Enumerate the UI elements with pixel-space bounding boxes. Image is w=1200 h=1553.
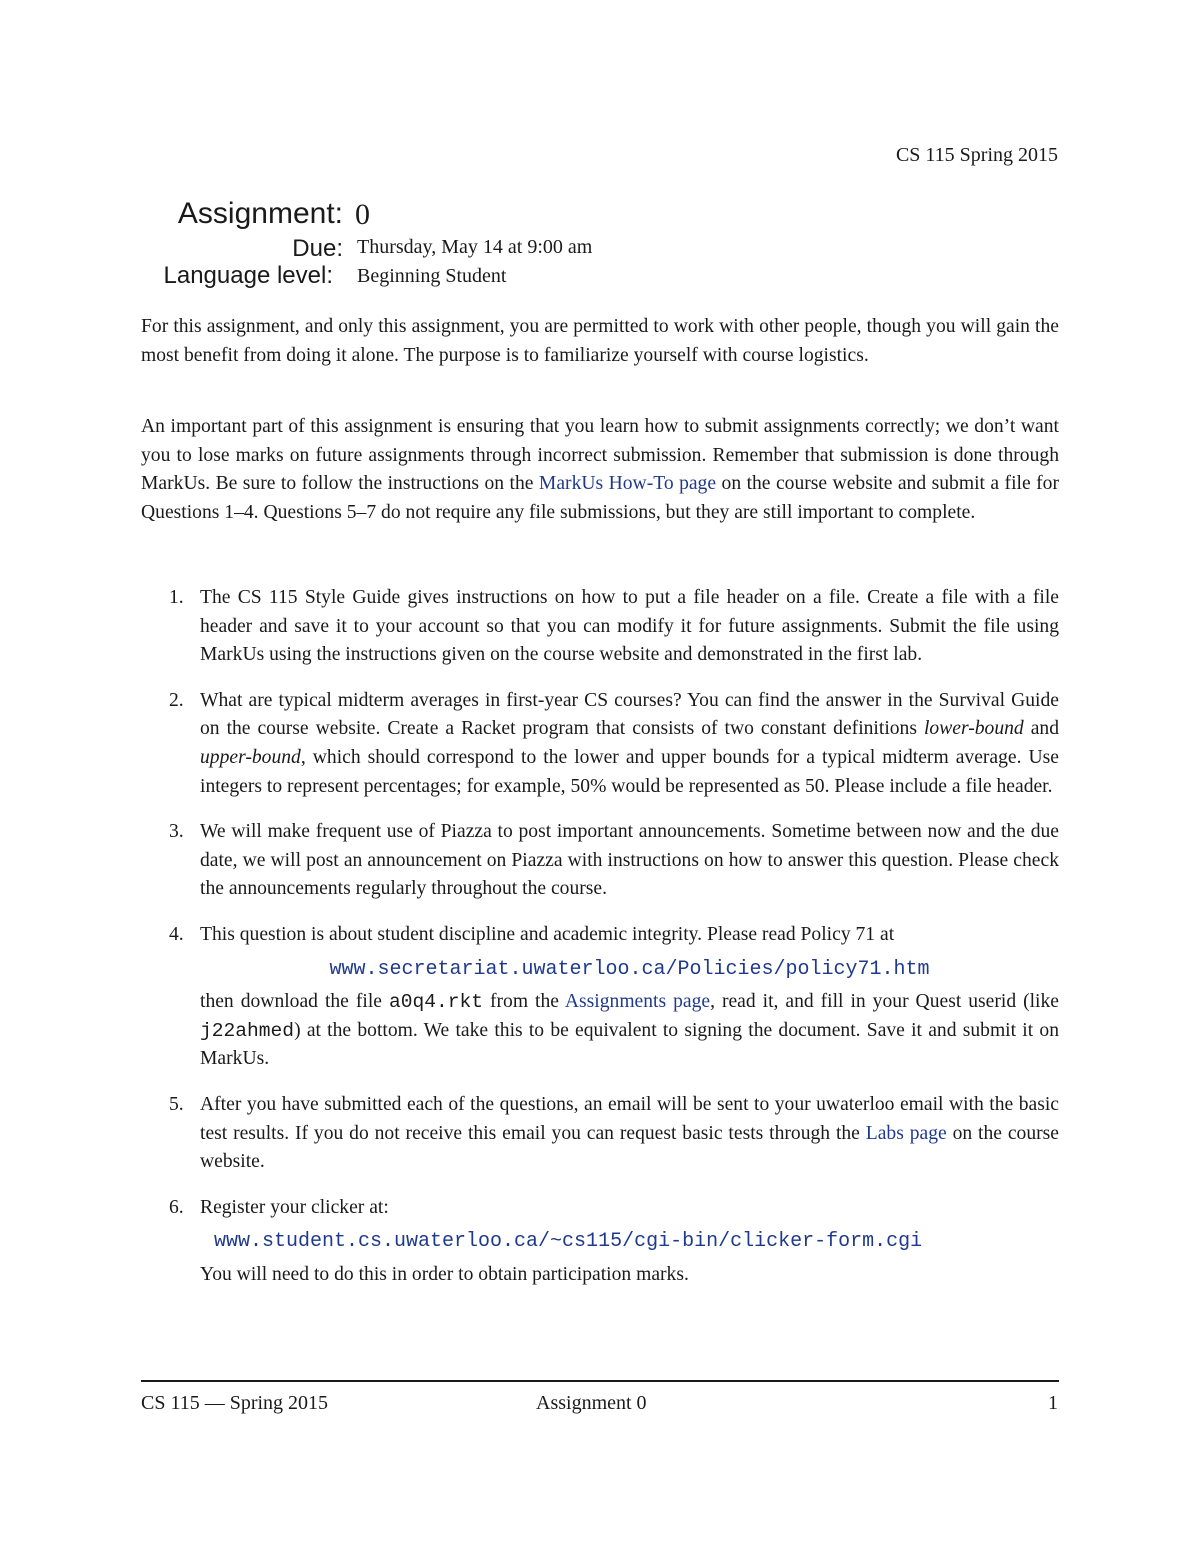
labs-page-link[interactable]: Labs page [865, 1122, 947, 1144]
page-number: 1 [1048, 1392, 1058, 1414]
question-text: We will make frequent use of Piazza to post important announcements. Sometime between now and the due date, we will post an announcement on Piazza with instructions on how to answer this question. Please check the announcements regularly throughout the course. [200, 821, 1059, 900]
question-text-d: , read it, and fill in your Quest userid (like [710, 991, 1059, 1013]
question-text-b: then download the file [200, 991, 389, 1013]
question-1 [141, 584, 1059, 670]
question-text-c: from the [483, 991, 565, 1013]
question-text: The CS 115 Style Guide gives instructions on how to put a file header on a file. Create a file with a file header and save it to your account so that you can modify it for future assignments. Submit the file using MarkUs using the instructions given on the course website and demonstrated in the first lab. [200, 587, 1059, 666]
question-text-b: on the course website. [200, 1122, 1059, 1173]
question-text-a: After you have submitted each of the questions, an email will be sent to your uwaterloo email with the basic test results. If you do not receive this email you can request basic tests through the [200, 1093, 1059, 1144]
assignment-label: Assignment: [177, 197, 343, 230]
due-date: Thursday, May 14 at 9:00 am [357, 236, 593, 258]
intro-paragraph-1: For this assignment, and only this assignment, you are permitted to work with other people, though you will gain the most benefit from doing it alone. The purpose is to familiarize yourself with course logistics. [141, 316, 1059, 366]
question-number: 4. [169, 923, 184, 945]
question-text-and: and [1023, 718, 1059, 740]
footer-assignment: Assignment 0 [536, 1392, 647, 1414]
question-text-a: This question is about student discipline and academic integrity. Please read Policy 71 at [200, 923, 895, 945]
question-number: 5. [169, 1093, 184, 1115]
assignments-page-link[interactable]: Assignments page [564, 991, 711, 1013]
intro-paragraph-2 [141, 413, 1059, 527]
question-list [141, 584, 1059, 1306]
upper-bound-term: upper-bound [200, 746, 301, 768]
clicker-form-url-link[interactable]: www.student.cs.uwaterloo.ca/~cs115/cgi-bin/clicker-form.cgi [214, 1230, 923, 1254]
question-4-body [200, 988, 1059, 1074]
markus-howto-link[interactable]: MarkUs How-To page [538, 473, 717, 495]
question-text-a: What are typical midterm averages in first-year CS courses? You can find the answer in the Survival Guide on the course website. Create a Racket program that consists of two constant definitions [200, 689, 1059, 740]
question-number: 1. [169, 587, 184, 608]
lower-bound-term: lower-bound [923, 718, 1024, 740]
question-number: 2. [169, 689, 184, 711]
policy71-url-link[interactable]: www.secretariat.uwaterloo.ca/Policies/policy71.htm [329, 957, 930, 981]
question-5 [141, 1091, 1059, 1177]
footer-course: CS 115 — Spring 2015 [141, 1392, 329, 1414]
language-level-value: Beginning Student [357, 265, 507, 287]
question-3 [141, 818, 1059, 904]
due-label: Due: [292, 235, 343, 262]
question-6 [141, 1194, 1059, 1290]
question-text-e: ) at the bottom. We take this to be equivalent to signing the document. Save it and submit it on MarkUs. [200, 1019, 1059, 1070]
question-text-b: You will need to do this in order to obtain participation marks. [200, 1263, 689, 1285]
question-text-b: , which should correspond to the lower and upper bounds for a typical midterm average. Use integers to represent percentages; for example, 50% would be represented as 50. Please include a file header. [200, 746, 1059, 797]
running-header: CS 115 Spring 2015 [895, 144, 1058, 166]
assignment-number: 0 [355, 198, 370, 231]
intro-p2-text-b: on the course website and submit a file for Questions 1–4. Questions 5–7 do not require any file submissions, but they are still important to complete. [141, 473, 1059, 523]
intro-p2-text-a: An important part of this assignment is ensuring that you learn how to submit assignments correctly; we don’t want you to lose marks on future assignments through incorrect submission. Remember that submission is done through MarkUs. Be sure to follow the instructions on the [141, 416, 1059, 495]
question-number: 6. [169, 1196, 184, 1218]
question-2 [141, 687, 1059, 801]
example-userid: j22ahmed [200, 1019, 295, 1042]
question-number: 3. [169, 821, 184, 843]
file-name: a0q4.rkt [388, 991, 484, 1014]
question-text-a: Register your clicker at: [200, 1196, 389, 1218]
language-level-label: Language level: [163, 262, 333, 289]
question-4 [141, 921, 1059, 1074]
footer-rule [141, 1380, 1059, 1382]
